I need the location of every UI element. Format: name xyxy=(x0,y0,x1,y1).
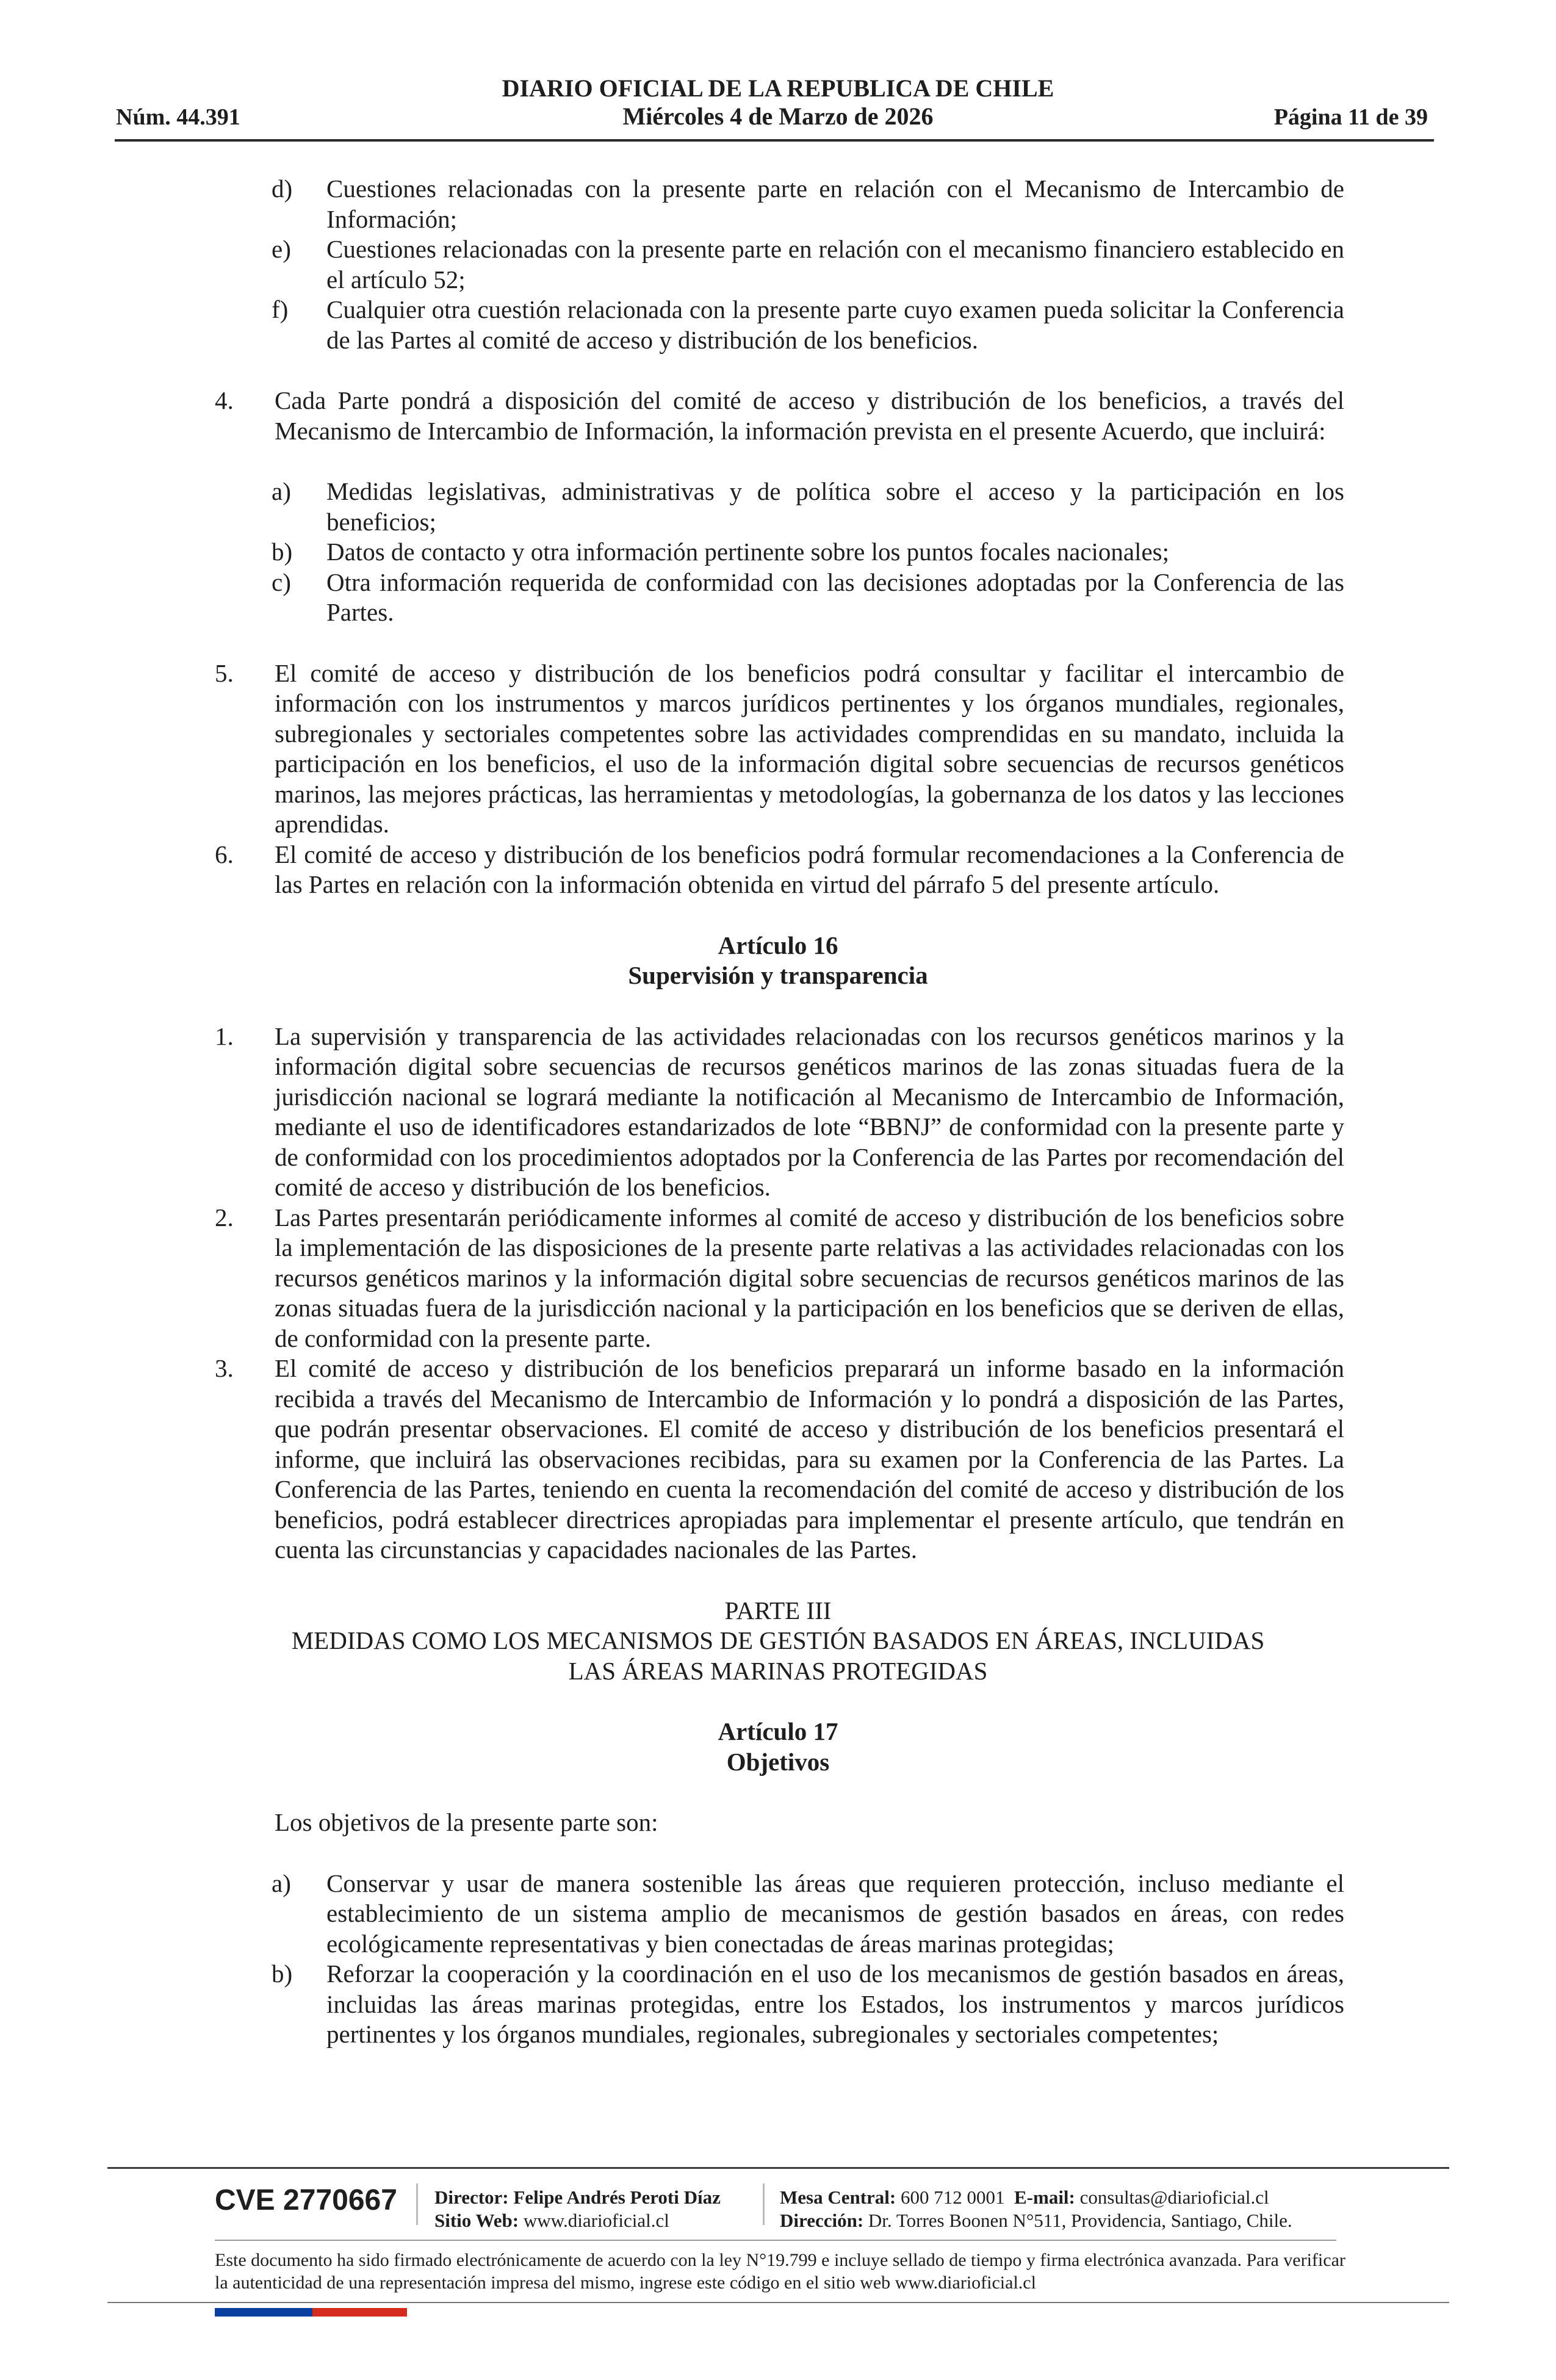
list-item xyxy=(272,568,1344,628)
phone-number: 600 712 0001 xyxy=(901,2187,1005,2208)
list-item xyxy=(272,174,1344,234)
list-item-label: a) xyxy=(272,477,291,505)
paragraph-text: La supervisión y transparencia de las actividades relacionadas con los recursos genéticos marinos y la información digital sobre secuencias de recursos genéticos marinos de las zonas situadas fuera de la jurisdicción nacional se logrará mediante la notificación al Mecanismo de Intercambio de Información, mediante el uso de identificadores estandarizados de lote “BBNJ” de conformidad con la presente parte y de conformidad con los procedimientos adoptados por la Conferencia de las Partes por recomendación del comité de acceso y distribución de los beneficios. xyxy=(275,1022,1344,1201)
paragraph-text: Las Partes presentarán periódicamente informes al comité de acceso y distribución de los beneficios sobre la implementación de las disposiciones de la presente parte relativas a las actividades relacionadas con los recursos genéticos marinos y la información digital sobre secuencias de recursos genéticos marinos de las zonas situadas fuera de la jurisdicción nacional y la participación en los beneficios que se deriven de ellas, de conformidad con la presente parte. xyxy=(275,1203,1344,1352)
part-3-heading-line-1: MEDIDAS COMO LOS MECANISMOS DE GESTIÓN BASADOS EN ÁREAS, INCLUIDAS xyxy=(291,1626,1265,1654)
footer-divider xyxy=(215,2240,1336,2241)
article-16-subtitle: Supervisión y transparencia xyxy=(628,961,928,989)
paragraph-4 xyxy=(215,386,1344,446)
paragraph-5 xyxy=(215,658,1344,840)
list-item-label: c) xyxy=(272,568,291,596)
article-17-intro: Los objetivos de la presente parte son: xyxy=(275,1808,658,1836)
flag-stripe-red xyxy=(312,2308,407,2317)
list-item xyxy=(272,1869,1344,1960)
director-label: Director: xyxy=(434,2187,509,2208)
footer-director-block xyxy=(434,2186,721,2232)
list-item-label: e) xyxy=(272,235,291,263)
paragraph xyxy=(215,1022,1344,1203)
article-17-title: Artículo 17 xyxy=(718,1717,838,1745)
paragraph-number: 5. xyxy=(215,658,234,687)
director-name: Felipe Andrés Peroti Díaz xyxy=(513,2187,721,2208)
list-item xyxy=(272,537,1344,568)
list-item-text: Cuestiones relacionadas con la presente parte en relación con el mecanismo financiero establecido en el artículo 52; xyxy=(326,235,1344,294)
list-item-text: Cuestiones relacionadas con la presente parte en relación con el Mecanismo de Intercambio de Información; xyxy=(326,175,1344,233)
list-item-label: b) xyxy=(272,538,293,566)
footer-divider xyxy=(107,2302,1449,2303)
flag-stripe-blue xyxy=(215,2308,312,2317)
website-link[interactable]: www.diarioficial.cl xyxy=(523,2210,669,2231)
list-item-text: Medidas legislativas, administrativas y de política sobre el acceso y la participación en los beneficios; xyxy=(326,477,1344,536)
list-item-label: a) xyxy=(272,1869,291,1897)
paragraph xyxy=(215,1203,1344,1354)
publication-date: Miércoles 4 de Marzo de 2026 xyxy=(622,103,934,130)
address-value: Dr. Torres Boonen N°511, Providencia, Santiago, Chile. xyxy=(868,2210,1292,2231)
footer-contact-block xyxy=(780,2186,1292,2232)
email-link[interactable]: consultas@diarioficial.cl xyxy=(1079,2187,1269,2208)
signature-note: Este documento ha sido firmado electrónicamente de acuerdo con la ley N°19.799 e incluye sellado de tiempo y firma electrónica avanzada. Para verificar la autenticidad de una representación impresa del mismo, ingrese este código en el sitio web www.diarioficial.cl xyxy=(215,2250,1345,2293)
list-item-label: b) xyxy=(272,1960,293,1988)
paragraph-6 xyxy=(215,840,1344,900)
list-item xyxy=(272,295,1344,355)
paragraph-number: 2. xyxy=(215,1203,234,1231)
paragraph-number: 1. xyxy=(215,1022,234,1050)
website-label: Sitio Web: xyxy=(434,2210,519,2231)
paragraph-number: 6. xyxy=(215,840,234,868)
page-number: Página 11 de 39 xyxy=(1273,104,1428,130)
article-16-title: Artículo 16 xyxy=(718,931,838,959)
paragraph-text: Cada Parte pondrá a disposición del comité de acceso y distribución de los beneficios, a través del Mecanismo de Intercambio de Información, la información prevista en el presente Acuerdo, que incluirá: xyxy=(275,386,1344,445)
list-item xyxy=(272,477,1344,537)
cve-code: CVE 2770667 xyxy=(215,2184,397,2216)
list-item xyxy=(272,234,1344,295)
paragraph-text: El comité de acceso y distribución de los beneficios preparará un informe basado en la información recibida a través del Mecanismo de Intercambio de Información y lo pondrá a disposición de las Partes, que podrán presentar observaciones. El comité de acceso y distribución de los beneficios presentará el informe, que incluirá las observaciones recibidas, para su examen por la Conferencia de las Partes. La Conferencia de las Partes, teniendo en cuenta la recomendación del comité de acceso y distribución de los beneficios, podrá establecer directrices apropiadas para implementar el presente artículo, que tendrán en cuenta las circunstancias y capacidades nacionales de las Partes. xyxy=(275,1354,1344,1563)
phone-label: Mesa Central: xyxy=(780,2187,896,2208)
footer-separator xyxy=(763,2183,765,2225)
list-item-text: Otra información requerida de conformidad con las decisiones adoptadas por la Conferencia de las Partes. xyxy=(326,568,1344,626)
list-item xyxy=(272,1959,1344,2050)
paragraph-text: El comité de acceso y distribución de los beneficios podrá formular recomendaciones a la Conferencia de las Partes en relación con la información obtenida en virtud del párrafo 5 del presente artículo. xyxy=(275,840,1344,898)
email-label: E-mail: xyxy=(1014,2187,1075,2208)
address-label: Dirección: xyxy=(780,2210,864,2231)
issue-number: Núm. 44.391 xyxy=(116,104,240,130)
paragraph-number: 4. xyxy=(215,386,234,414)
footer-separator xyxy=(416,2183,418,2225)
publication-title: DIARIO OFICIAL DE LA REPUBLICA DE CHILE xyxy=(502,74,1054,102)
list-item-text: Datos de contacto y otra información pertinente sobre los puntos focales nacionales; xyxy=(326,538,1170,566)
part-3-heading-line-2: LAS ÁREAS MARINAS PROTEGIDAS xyxy=(568,1656,988,1685)
list-item-label: f) xyxy=(272,295,289,323)
article-17-subtitle: Objetivos xyxy=(726,1747,830,1776)
paragraph xyxy=(215,1354,1344,1565)
header-divider xyxy=(115,139,1434,142)
list-item-text: Cualquier otra cuestión relacionada con la presente parte cuyo examen pueda solicitar la Conferencia de las Partes al comité de acceso y distribución de los beneficios. xyxy=(326,295,1344,354)
list-item-text: Conservar y usar de manera sostenible las áreas que requieren protección, incluso mediante el establecimiento de un sistema amplio de mecanismos de gestión basados en áreas, con redes ecológicamente representativas y bien conectadas de áreas marinas protegidas; xyxy=(326,1869,1344,1958)
footer-divider xyxy=(107,2167,1449,2169)
paragraph-text: El comité de acceso y distribución de los beneficios podrá consultar y facilitar el intercambio de información con los instrumentos y marcos jurídicos pertinentes y los órganos mundiales, regionales, subregionales y sectoriales competentes sobre las actividades comprendidas en su mandato, incluida la participación en los beneficios, el uso de la información digital sobre secuencias de recursos genéticos marinos, las mejores prácticas, las herramientas y metodologías, la gobernanza de los datos y las lecciones aprendidas. xyxy=(275,658,1344,838)
list-item-text: Reforzar la cooperación y la coordinación en el uso de los mecanismos de gestión basados en áreas, incluidas las áreas marinas protegidas, entre los Estados, los instrumentos y marcos jurídicos pertinentes y los órganos mundiales, regionales, subregionales y sectoriales competentes; xyxy=(326,1960,1344,2048)
paragraph-number: 3. xyxy=(215,1354,234,1382)
document-body xyxy=(0,174,1556,2050)
list-item-label: d) xyxy=(272,175,293,203)
part-3-title: PARTE III xyxy=(724,1596,832,1625)
